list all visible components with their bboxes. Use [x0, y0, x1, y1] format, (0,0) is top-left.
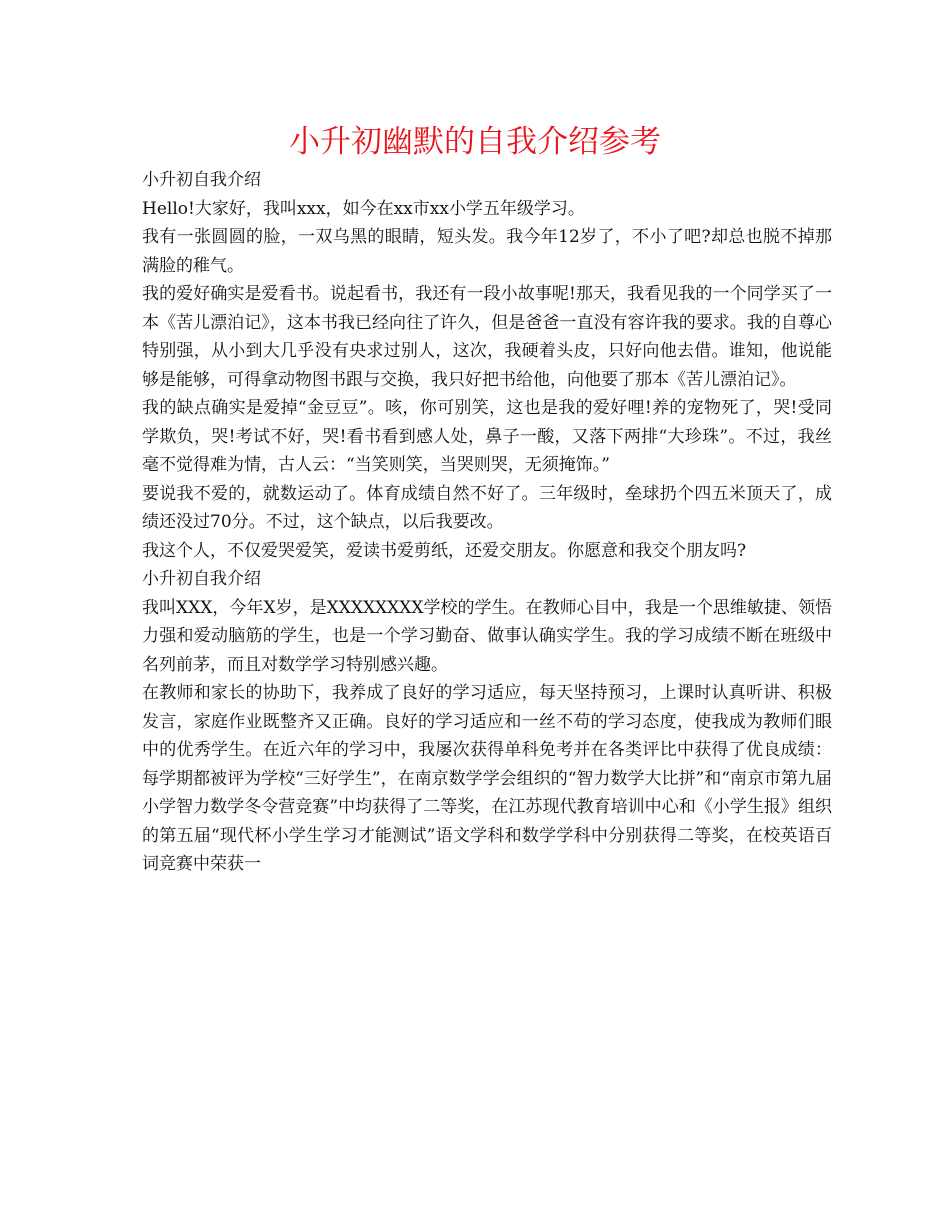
paragraph: 要说我不爱的，就数运动了。体育成绩自然不好了。三年级时，垒球扔个四五米顶天了，成绩还没过70分。不过，这个缺点，以后我要改。	[142, 483, 832, 532]
section-heading: 小升初自我介绍	[142, 170, 261, 190]
paragraph: 在教师和家长的协助下，我养成了良好的学习适应，每天坚持预习，上课时认真听讲、积极发言，家庭作业既整齐又正确。良好的学习适应和一丝不苟的学习态度，使我成为教师们眼中的优秀学生。在近六年的学习中，我屡次获得单科免考并在各类评比中获得了优良成绩：每学期都被评为学校“三好学生”，在南京数学学会组织的“智力数学大比拼”和“南京市第九届小学智力数学冬令营竞赛”中均获得了二等奖，在江苏现代教育培训中心和《小学生报》组织的第五届“现代杯小学生学习才能测试”语文学科和数学学科中分别获得二等奖，在校英语百词竞赛中荣获一	[142, 683, 832, 874]
document-body	[142, 166, 832, 879]
paragraph: 我的爱好确实是爱看书。说起看书，我还有一段小故事呢!那天，我看见我的一个同学买了一本《苦儿漂泊记》，这本书我已经向往了许久，但是爸爸一直没有容许我的要求。我的自尊心特别强，从小到大几乎没有央求过别人，这次，我硬着头皮，只好向他去借。谁知，他说能够是能够，可得拿动物图书跟与交换，我只好把书给他，向他要了那本《苦儿漂泊记》。	[142, 284, 832, 390]
paragraph: 我的缺点确实是爱掉“金豆豆”。咳，你可别笑，这也是我的爱好哩!养的宠物死了，哭!受同学欺负，哭!考试不好，哭!看书看到感人处，鼻子一酸，又落下两排“大珍珠”。不过，我丝毫不觉得难为情，古人云：“当笑则笑，当哭则哭，无须掩饰。”	[142, 398, 832, 475]
paragraph: 我这个人，不仅爱哭爱笑，爱读书爱剪纸，还爱交朋友。你愿意和我交个朋友吗?	[142, 540, 747, 561]
document-title: 小升初幽默的自我介绍参考	[289, 124, 661, 160]
section-heading: 小升初自我介绍	[142, 569, 261, 589]
paragraph: Hello!大家好，我叫xxx，如今在xx市xx小学五年级学习。	[142, 198, 585, 219]
paragraph: 我叫XXX，今年X岁，是XXXXXXXX学校的学生。在教师心目中，我是一个思维敏捷、领悟力强和爱动脑筋的学生，也是一个学习勤奋、做事认确实学生。我的学习成绩不断在班级中名列前茅，而且对数学学习特别感兴趣。	[142, 597, 832, 675]
paragraph: 我有一张圆圆的脸，一双乌黑的眼睛，短头发。我今年12岁了，不小了吧?却总也脱不掉那满脸的稚气。	[142, 227, 832, 276]
